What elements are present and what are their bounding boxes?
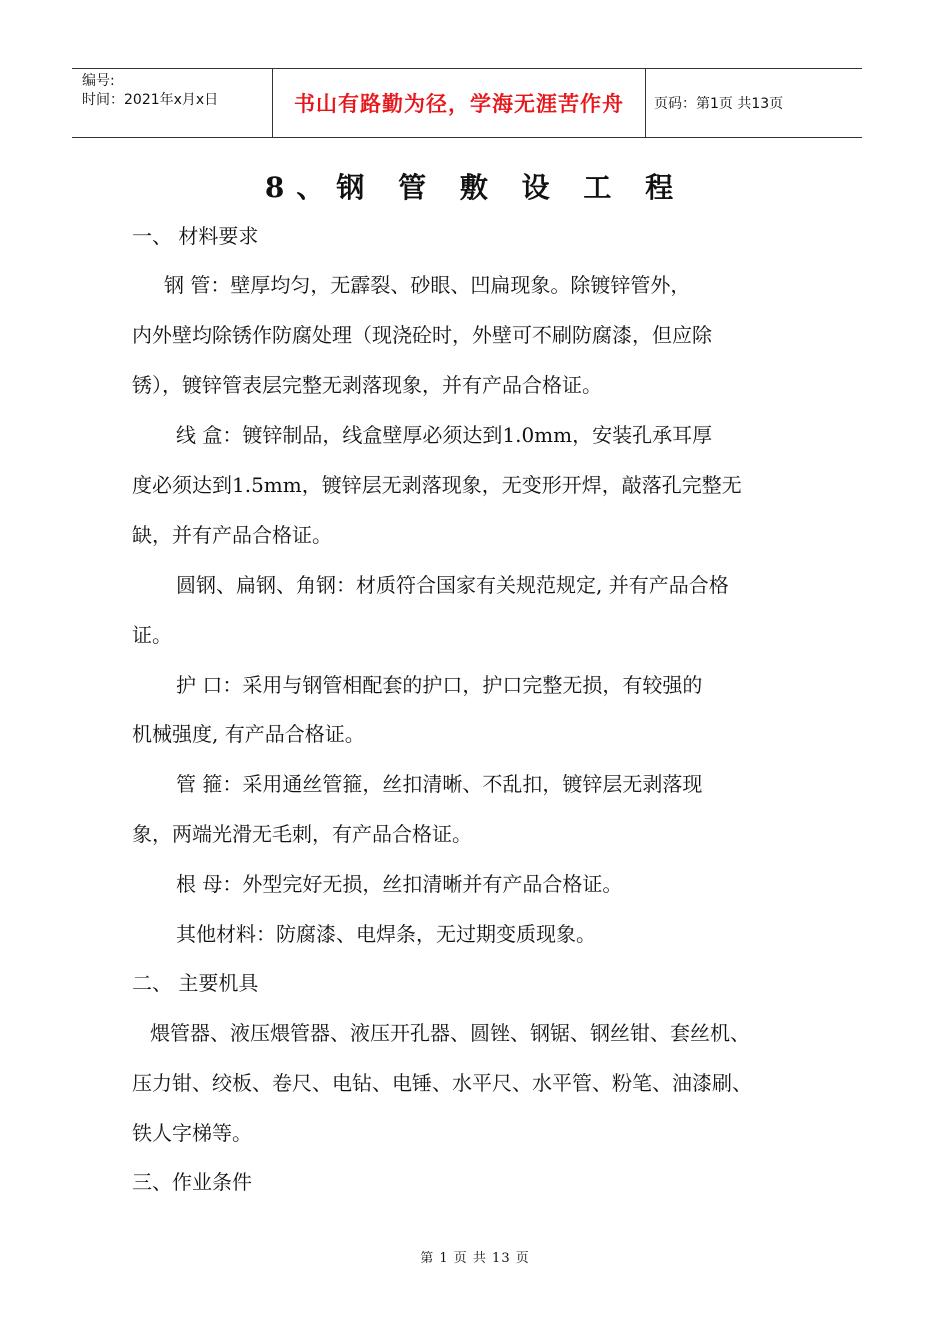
paragraph-line: 机械强度, 有产品合格证。 <box>132 722 365 746</box>
number-label: 编号: <box>82 73 115 89</box>
section-heading: 一、 材料要求 <box>132 224 259 248</box>
section-heading: 三、作业条件 <box>132 1170 252 1194</box>
paragraph-line: 钢 管：壁厚均匀，无霹裂、砂眼、凹扁现象。除镀锌管外， <box>164 273 691 297</box>
header-meta-cell <box>72 69 273 137</box>
paragraph-line: 证。 <box>132 623 172 647</box>
paragraph-line: 压力钳、绞板、卷尺、电钻、电锤、水平尺、水平管、粉笔、油漆刷、 <box>132 1071 752 1095</box>
header-page-info: 页码：第1页 共13页 <box>654 96 784 112</box>
paragraph-line: 圆钢、扁钢、角钢：材质符合国家有关规范规定, 并有产品合格 <box>176 573 729 597</box>
paragraph-line: 根 母：外型完好无损，丝扣清晰并有产品合格证。 <box>176 872 623 896</box>
section-heading: 二、 主要机具 <box>132 971 259 995</box>
header-motto: 书山有路勤为径，学海无涯苦作舟 <box>273 69 646 137</box>
paragraph-line: 其他材料：防腐漆、电焊条，无过期变质现象。 <box>176 922 596 946</box>
paragraph-line: 管 箍：采用通丝管箍，丝扣清晰、不乱扣，镀锌层无剥落现 <box>176 772 703 796</box>
paragraph-line: 煨管器、液压煨管器、液压开孔器、圆锉、钢锯、钢丝钳、套丝机、 <box>150 1021 750 1045</box>
paragraph-line: 内外壁均除锈作防腐处理（现浇砼时，外壁可不刷防腐漆，但应除 <box>132 323 712 347</box>
paragraph-line: 度必须达到1.5mm，镀锌层无剥落现象，无变形开焊，敲落孔完整无 <box>132 473 742 497</box>
paragraph-line: 铁人字梯等。 <box>132 1121 252 1145</box>
doc-title: 8、钢 管 敷 设 工 程 <box>264 171 686 204</box>
paragraph-line: 护 口：采用与钢管相配套的护口，护口完整无损，有较强的 <box>176 673 703 697</box>
page-header <box>72 68 862 138</box>
page-footer: 第 1 页 共 13 页 <box>420 1251 530 1266</box>
paragraph-line: 象，两端光滑无毛刺，有产品合格证。 <box>132 822 472 846</box>
paragraph-line: 锈），镀锌管表层完整无剥落现象，并有产品合格证。 <box>132 373 602 397</box>
paragraph-line: 线 盒：镀锌制品，线盒壁厚必须达到1.0mm，安装孔承耳厚 <box>176 423 713 447</box>
paragraph-line: 缺，并有产品合格证。 <box>132 523 332 547</box>
time-label: 时间：2021年x月x日 <box>82 92 219 108</box>
